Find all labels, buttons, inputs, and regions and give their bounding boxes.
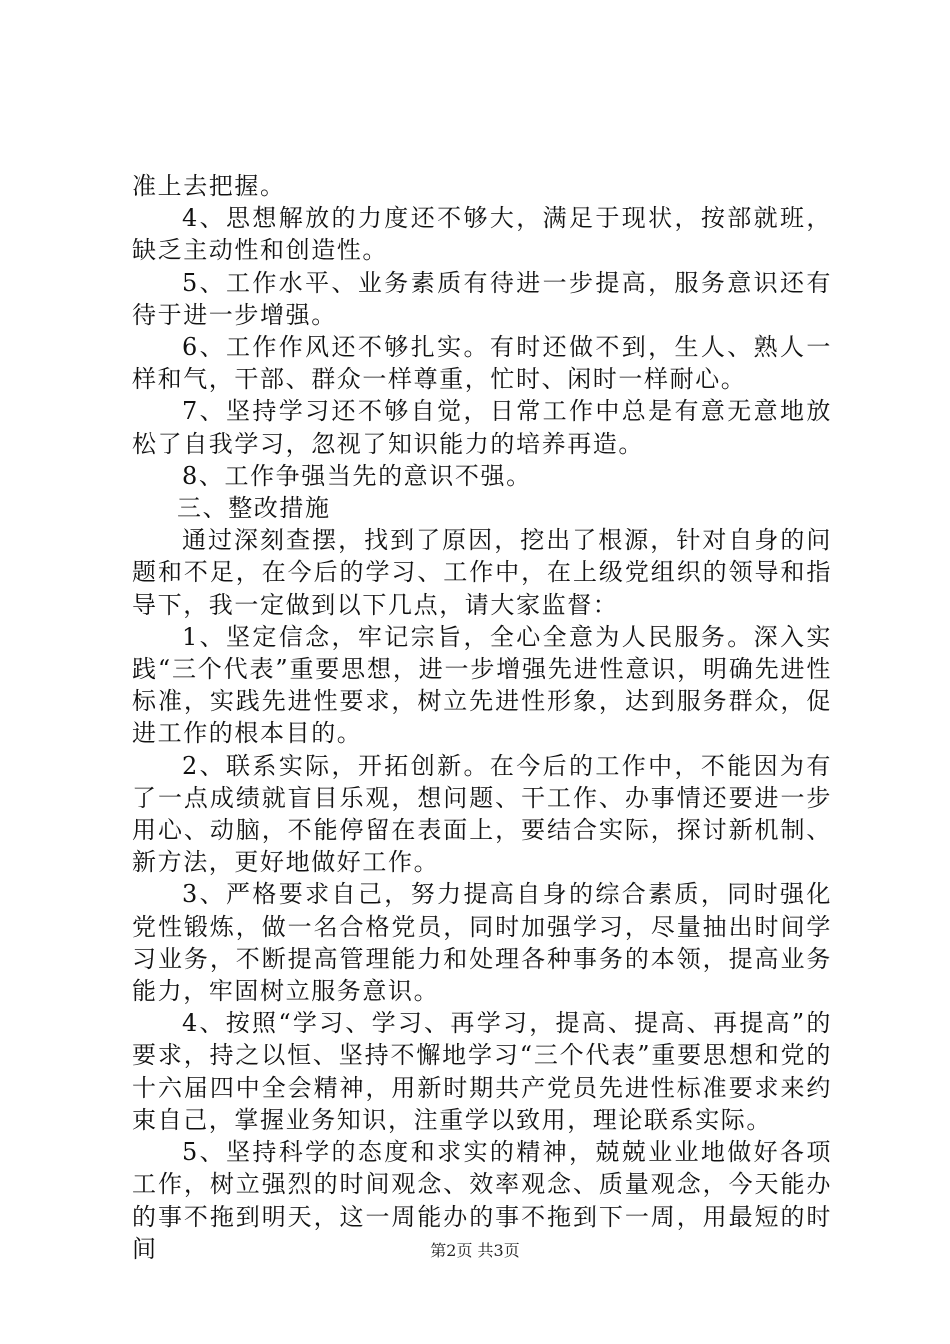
paragraph-measure-2: 2、联系实际，开拓创新。在今后的工作中，不能因为有了一点成绩就盲目乐观，想问题、干工作、办事情还要进一步用心、动脑，不能停留在表面上，要结合实际，探讨新机制、新方法，更好地做好工作。 [132,751,832,877]
paragraph-problem-7: 7、坚持学习还不够自觉，日常工作中总是有意无意地放松了自我学习，忽视了知识能力的培养再造。 [132,397,832,458]
paragraph-measure-1: 1、坚定信念，牢记宗旨，全心全意为人民服务。深入实践“三个代表”重要思想，进一步增强先进性意识，明确先进性标准，实践先进性要求，树立先进性形象，达到服务群众，促进工作的根本目的。 [132,622,832,748]
document-body [132,170,832,1265]
page-number-footer: 第2页 共3页 [430,1241,520,1260]
paragraph-problem-5: 5、工作水平、业务素质有待进一步提高，服务意识还有待于进一步增强。 [132,268,832,329]
paragraph-problem-6: 6、工作作风还不够扎实。有时还做不到，生人、熟人一样和气，干部、群众一样尊重，忙时、闲时一样耐心。 [132,333,832,394]
section-heading: 三、整改措施 [177,494,331,523]
paragraph-problem-4: 4、思想解放的力度还不够大，满足于现状，按部就班，缺乏主动性和创造性。 [132,204,832,265]
paragraph-measure-4: 4、按照“学习、学习、再学习，提高、提高、再提高”的要求，持之以恒、坚持不懈地学习“三个代表”重要思想和党的十六届四中全会精神，用新时期共产党员先进性标准要求来约束自己，掌握业务知识，注重学以致用，理论联系实际。 [132,1009,832,1134]
paragraph-measure-5: 5、坚持科学的态度和求实的精神，兢兢业业地做好各项工作，树立强烈的时间观念、效率观念、质量观念，今天能办的事不拖到明天，这一周能办的事不拖到下一周，用最短的时间 [132,1138,832,1263]
paragraph-measure-3: 3、严格要求自己，努力提高自身的综合素质，同时强化党性锻炼，做一名合格党员，同时加强学习，尽量抽出时间学习业务，不断提高管理能力和处理各种事务的本领，提高业务能力，牢固树立服务意识。 [132,880,832,1006]
paragraph-intro: 通过深刻查摆，找到了原因，挖出了根源，针对自身的问题和不足，在今后的学习、工作中，在上级党组织的领导和指导下，我一定做到以下几点，请大家监督： [132,526,832,619]
paragraph-problem-8: 8、工作争强当先的意识不强。 [182,461,532,490]
paragraph-continuation: 准上去把握。 [132,172,286,200]
